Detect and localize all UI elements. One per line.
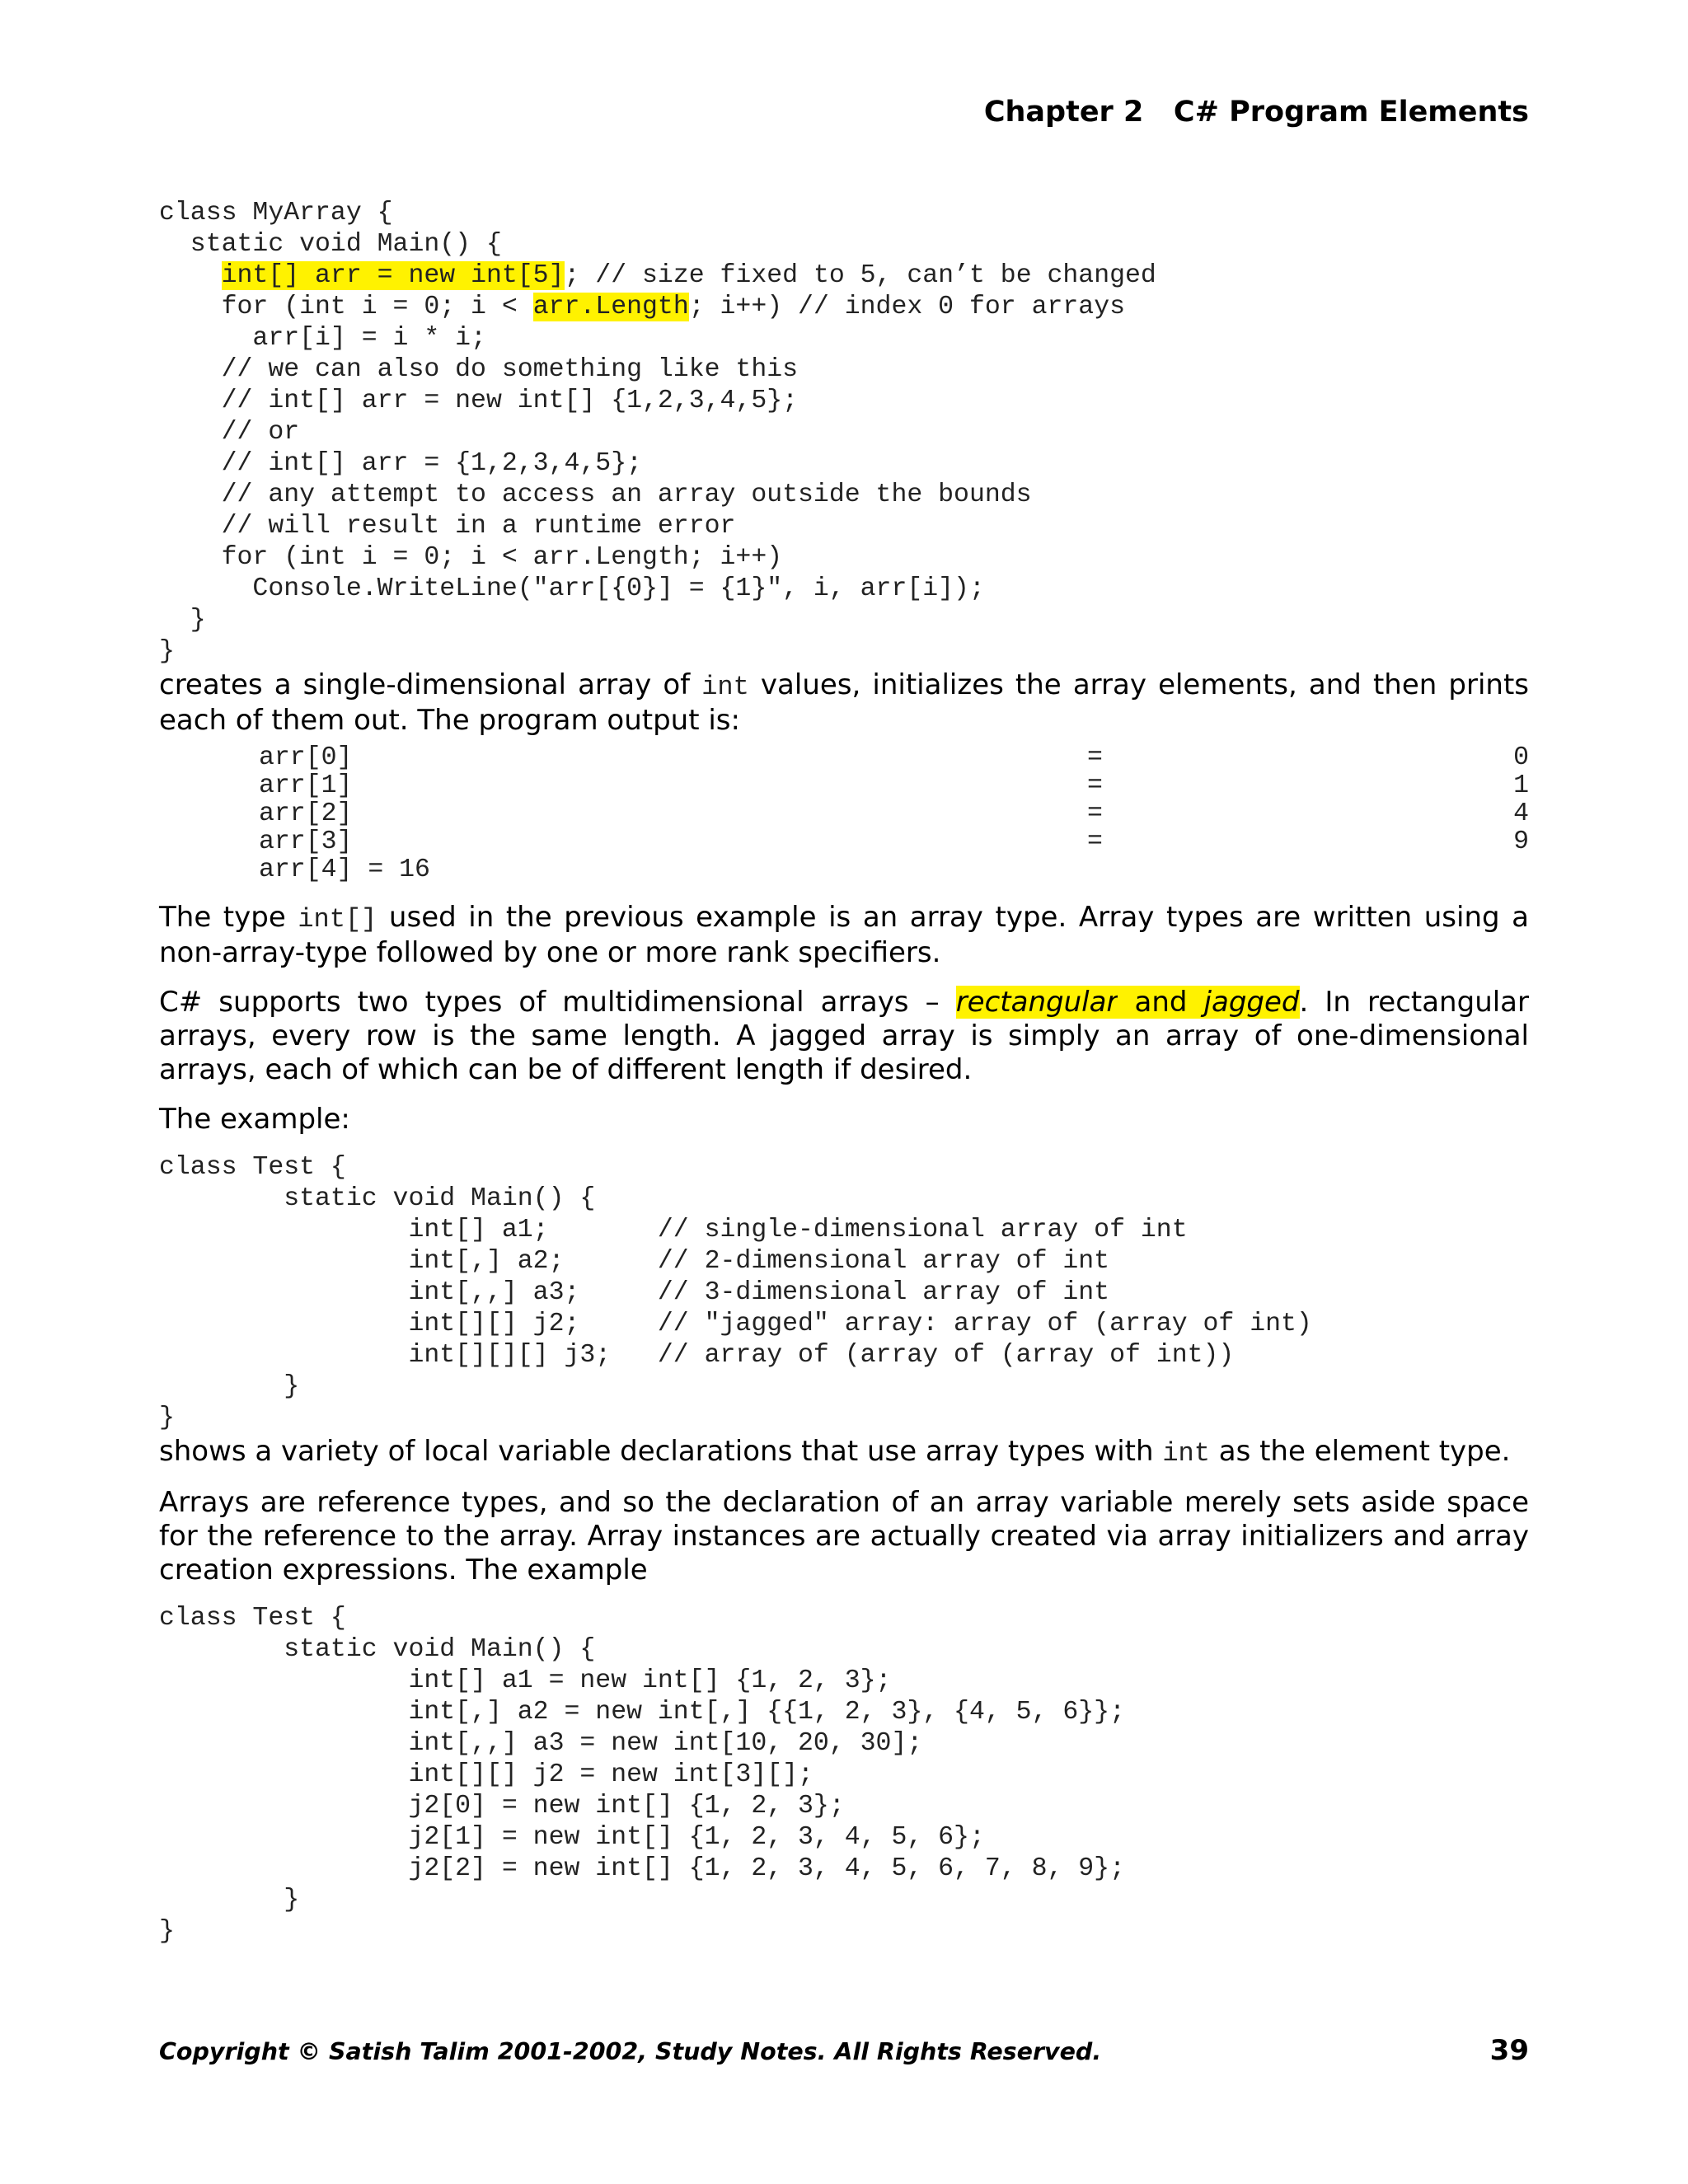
output-value: 1 bbox=[1513, 771, 1529, 800]
text-run: The type bbox=[159, 901, 298, 934]
output-label: arr[1] bbox=[259, 771, 353, 800]
code-line: int[,,] a3 = new int[10, 20, 30]; bbox=[159, 1729, 923, 1758]
output-row bbox=[259, 772, 1529, 800]
code-line: // we can also do something like this bbox=[159, 355, 799, 384]
text-run: as the element type. bbox=[1209, 1435, 1511, 1468]
code-line: int[][][] j3; // array of (array of (array of int)) bbox=[159, 1341, 1235, 1370]
code-line: } bbox=[159, 1917, 175, 1946]
output-value: 9 bbox=[1513, 827, 1529, 856]
output-row bbox=[259, 828, 1529, 856]
text-run: creates a single-dimensional array of bbox=[159, 668, 702, 701]
text-run: values, initializes the array elements, and then prints each of them out. The program output is: bbox=[159, 668, 1529, 737]
highlighted-code: int[] arr = new int[5] bbox=[221, 261, 565, 290]
code-line: arr[i] = i * i; bbox=[159, 324, 486, 353]
paragraph-array-type bbox=[159, 901, 1529, 970]
inline-code: int bbox=[701, 672, 749, 702]
code-line: // will result in a runtime error bbox=[159, 512, 736, 541]
output-equals: = bbox=[1087, 743, 1103, 772]
code-line: class MyArray { bbox=[159, 199, 393, 227]
text-run: C# supports two types of multidimensional arrays – bbox=[159, 986, 956, 1019]
code-line: j2[2] = new int[] {1, 2, 3, 4, 5, 6, 7, 8, 9}; bbox=[159, 1854, 1125, 1883]
code-line: int[,] a2 = new int[,] {{1, 2, 3}, {4, 5, 6}}; bbox=[159, 1698, 1125, 1727]
code-line: static void Main() { bbox=[159, 1635, 596, 1664]
highlighted-code: arr.Length bbox=[532, 293, 689, 321]
program-output bbox=[159, 744, 1529, 884]
page-number: 39 bbox=[1489, 2034, 1529, 2067]
code-line: ; i++) // index 0 for arrays bbox=[688, 293, 1126, 321]
code-line: } bbox=[159, 637, 175, 666]
code-line: } bbox=[159, 1886, 300, 1915]
output-equals: = bbox=[1087, 827, 1103, 856]
code-block-initializers bbox=[159, 1603, 1529, 1947]
paragraph-reference-types: Arrays are reference types, and so the declaration of an array variable merely sets aside space for the reference to the array. Array instances are actually created via array initializers and array creation expressions. The example bbox=[159, 1486, 1529, 1586]
output-value: 0 bbox=[1513, 743, 1529, 772]
code-line: for (int i = 0; i < bbox=[159, 293, 533, 321]
text-run: shows a variety of local variable declarations that use array types with bbox=[159, 1435, 1163, 1468]
running-header bbox=[984, 96, 1529, 129]
code-line: int[,,] a3; // 3-dimensional array of int bbox=[159, 1278, 1110, 1307]
copyright-footer: Copyright © Satish Talim 2001-2002, Study Notes. All Rights Reserved. bbox=[159, 2038, 1102, 2065]
output-row bbox=[259, 856, 1529, 884]
paragraph-declarations-description bbox=[159, 1435, 1529, 1470]
code-line: class Test { bbox=[159, 1604, 346, 1633]
output-equals: = bbox=[1087, 799, 1103, 828]
code-line: j2[0] = new int[] {1, 2, 3}; bbox=[159, 1792, 845, 1821]
code-line: } bbox=[159, 606, 206, 635]
highlighted-term: rectangular bbox=[955, 986, 1118, 1019]
output-value: 4 bbox=[1513, 799, 1529, 828]
output-label: arr[4] = 16 bbox=[259, 855, 430, 884]
code-line: } bbox=[159, 1372, 300, 1401]
code-line: j2[1] = new int[] {1, 2, 3, 4, 5, 6}; bbox=[159, 1823, 985, 1852]
inline-code: int bbox=[1162, 1438, 1210, 1469]
code-line: for (int i = 0; i < arr.Length; i++) bbox=[159, 543, 783, 572]
code-line: int[][] j2 = new int[3][]; bbox=[159, 1760, 814, 1789]
chapter-title: C# Program Elements bbox=[1173, 96, 1529, 129]
code-line: // or bbox=[159, 418, 300, 447]
code-line: ; // size fixed to 5, can’t be changed bbox=[564, 261, 1156, 290]
code-line: int[][] j2; // "jagged" array: array of (array of int) bbox=[159, 1310, 1312, 1338]
highlighted-text: and bbox=[1118, 986, 1204, 1019]
text-run: used in the previous example is an array type. Array types are written using a non-array-type followed by one or more rank specifiers. bbox=[159, 901, 1529, 969]
code-line: static void Main() { bbox=[159, 230, 502, 259]
text-run: . In rectangular arrays, every row is the same length. A jagged array is simply an array of one-dimensional arrays, each of which can be of different length if desired. bbox=[159, 986, 1529, 1086]
code-line: // any attempt to access an array outside the bounds bbox=[159, 480, 1032, 509]
code-line: class Test { bbox=[159, 1153, 346, 1182]
output-row bbox=[259, 800, 1529, 828]
paragraph-multidimensional bbox=[159, 986, 1529, 1087]
code-line: Console.WriteLine("arr[{0}] = {1}", i, arr[i]); bbox=[159, 574, 985, 603]
paragraph-example-intro: The example: bbox=[159, 1103, 350, 1136]
code-line: // int[] arr = {1,2,3,4,5}; bbox=[159, 449, 642, 478]
code-line: int[] a1; // single-dimensional array of int bbox=[159, 1216, 1188, 1244]
output-label: arr[3] bbox=[259, 827, 353, 856]
output-equals: = bbox=[1087, 771, 1103, 800]
code-block-declarations bbox=[159, 1152, 1529, 1434]
page-content bbox=[159, 198, 1529, 1947]
code-line: } bbox=[159, 1404, 175, 1432]
chapter-label: Chapter 2 bbox=[983, 96, 1144, 129]
paragraph-array-description bbox=[159, 668, 1529, 738]
inline-code: int[] bbox=[298, 904, 377, 935]
output-label: arr[0] bbox=[259, 743, 353, 772]
code-line: int[] a1 = new int[] {1, 2, 3}; bbox=[159, 1666, 892, 1695]
code-line: // int[] arr = new int[] {1,2,3,4,5}; bbox=[159, 387, 799, 415]
code-line: static void Main() { bbox=[159, 1184, 596, 1213]
code-line: int[,] a2; // 2-dimensional array of int bbox=[159, 1247, 1110, 1276]
code-line bbox=[159, 261, 222, 290]
code-block-myarray bbox=[159, 198, 1529, 668]
highlighted-term: jagged bbox=[1203, 986, 1300, 1019]
output-row bbox=[259, 744, 1529, 772]
output-label: arr[2] bbox=[259, 799, 353, 828]
